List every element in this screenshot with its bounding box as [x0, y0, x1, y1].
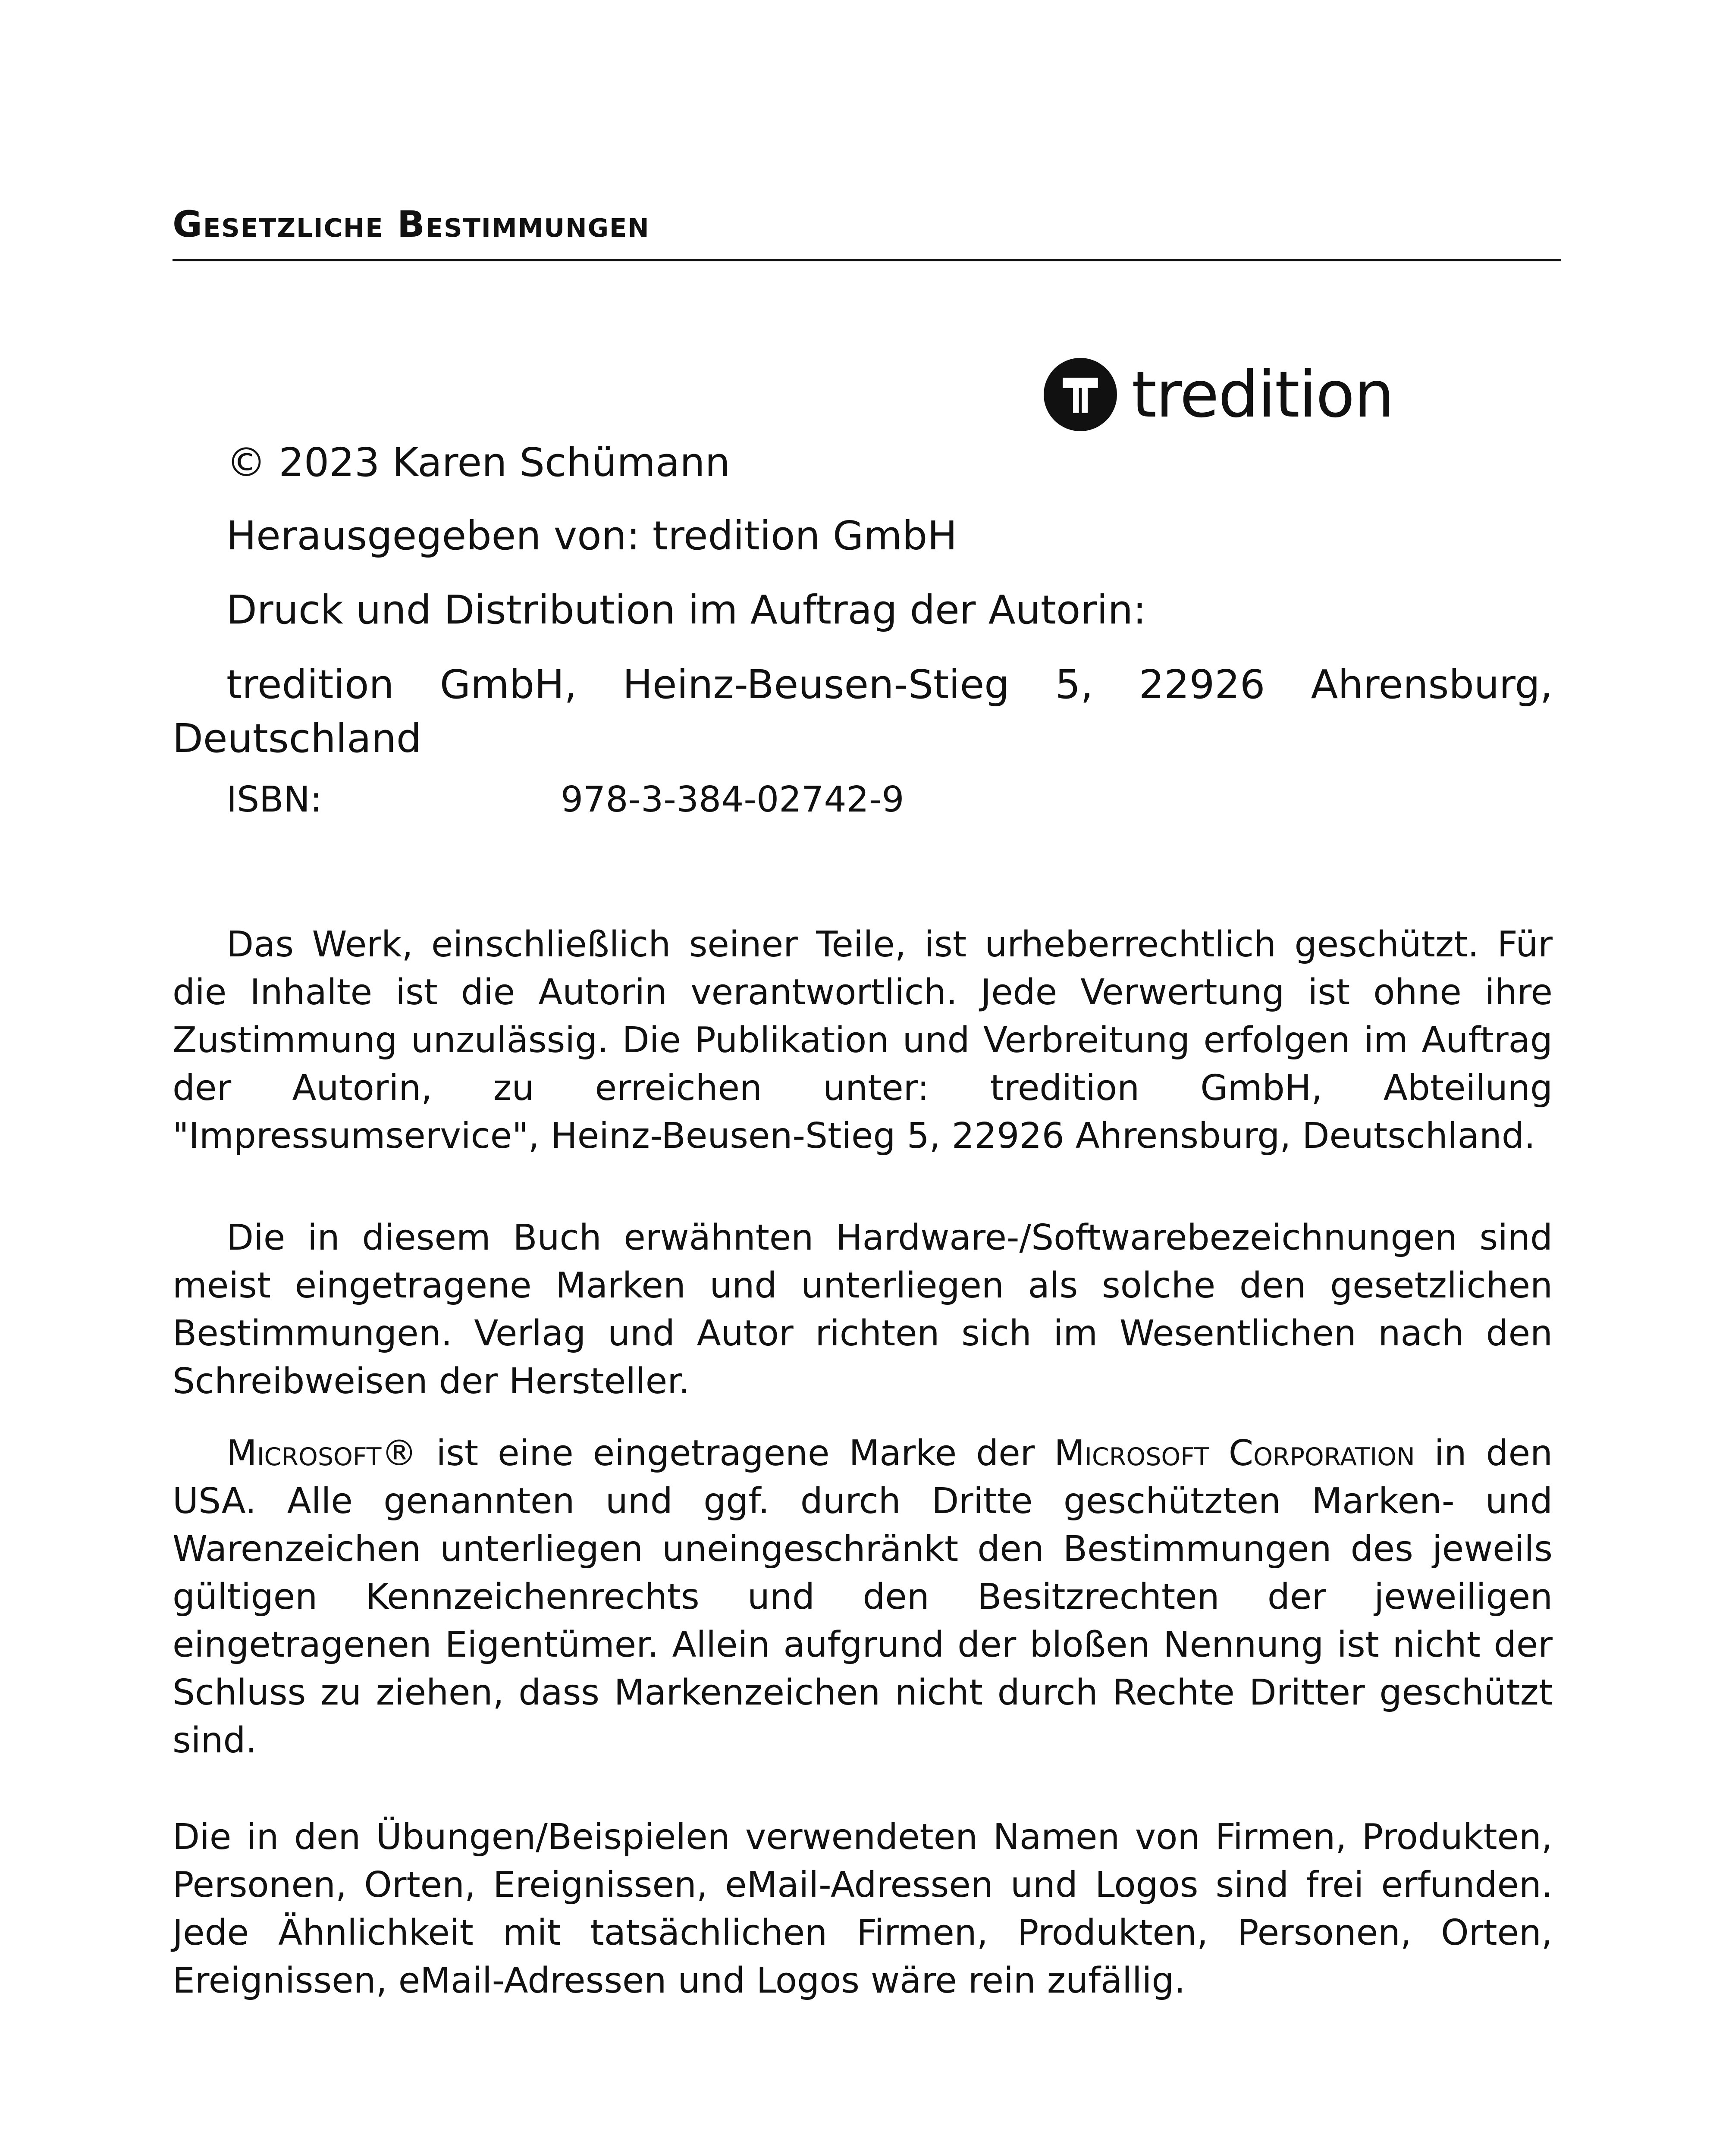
brand-microsoft-corporation: Microsoft Corporation [1054, 1433, 1415, 1474]
address-line: tredition GmbH, Heinz-Beusen-Stieg 5, 22926 Ahrensburg, Deutschland [173, 661, 1553, 761]
isbn-value: 978-3-384-02742-9 [561, 779, 904, 820]
isbn-line [226, 776, 904, 824]
microsoft-paragraph [173, 1429, 1553, 1764]
publisher-line: Herausgegeben von: tredition GmbH [226, 513, 957, 559]
logo-wordmark: tredition [1132, 357, 1394, 432]
page-heading: Gesetzliche Bestimmungen [173, 203, 650, 245]
copyright-paragraph: Das Werk, einschließlich seiner Teile, ist urheberrechtlich geschützt. Für die Inhalte ist die Autorin verantwortlich. Jede Verwertung ist ohne ihre Zustimmung unzulässig. Die Publikation und Verbreitung erfolgen im Auftrag der Autorin, zu erreichen unter: tredition GmbH, Abteilung "Impressumservice", Heinz-Beusen-Stieg 5, 22926 Ahrensburg, Deutschland. [173, 924, 1553, 1156]
copyright-line: © 2023 Karen Schümann [226, 439, 730, 486]
distribution-line: Druck und Distribution im Auftrag der Autorin: [226, 587, 1147, 633]
tredition-logo [1044, 358, 1393, 431]
brand-microsoft: Microsoft® [226, 1433, 417, 1474]
trademark-paragraph: Die in diesem Buch erwähnten Hardware-/Softwarebezeichnungen sind meist eingetragene Marken und unterliegen als solche den gesetzlichen Bestimmungen. Verlag und Autor richten sich im Wesentlichen nach den Schreibweisen der Hersteller. [173, 1217, 1553, 1402]
heading-rule [173, 259, 1561, 261]
microsoft-paragraph-rest: in den USA. Alle genannten und ggf. durch Dritte geschützten Marken- und Warenzeichen unterliegen uneingeschränkt den Bestimmungen des jeweils gültigen Kennzeichenrechts und den Besitzrechten der jeweiligen eingetragenen Eigentümer. Allein aufgrund der bloßen Nennung ist nicht der Schluss zu ziehen, dass Markenzeichen nicht durch Rechte Dritter geschützt sind. [173, 1433, 1553, 1761]
fictional-names-paragraph: Die in den Übungen/Beispielen verwendeten Namen von Firmen, Produkten, Personen, Orten, Ereignissen, eMail-Adressen und Logos sind frei erfunden. Jede Ähnlichkeit mit tatsächlichen Firmen, Produkten, Personen, Orten, Ereignissen, eMail-Adressen und Logos wäre rein zufällig. [173, 1817, 1553, 2001]
tredition-logo-icon [1044, 358, 1117, 431]
isbn-label: ISBN: [226, 779, 322, 820]
microsoft-paragraph-middle: ist eine eingetragene Marke der [417, 1433, 1054, 1474]
